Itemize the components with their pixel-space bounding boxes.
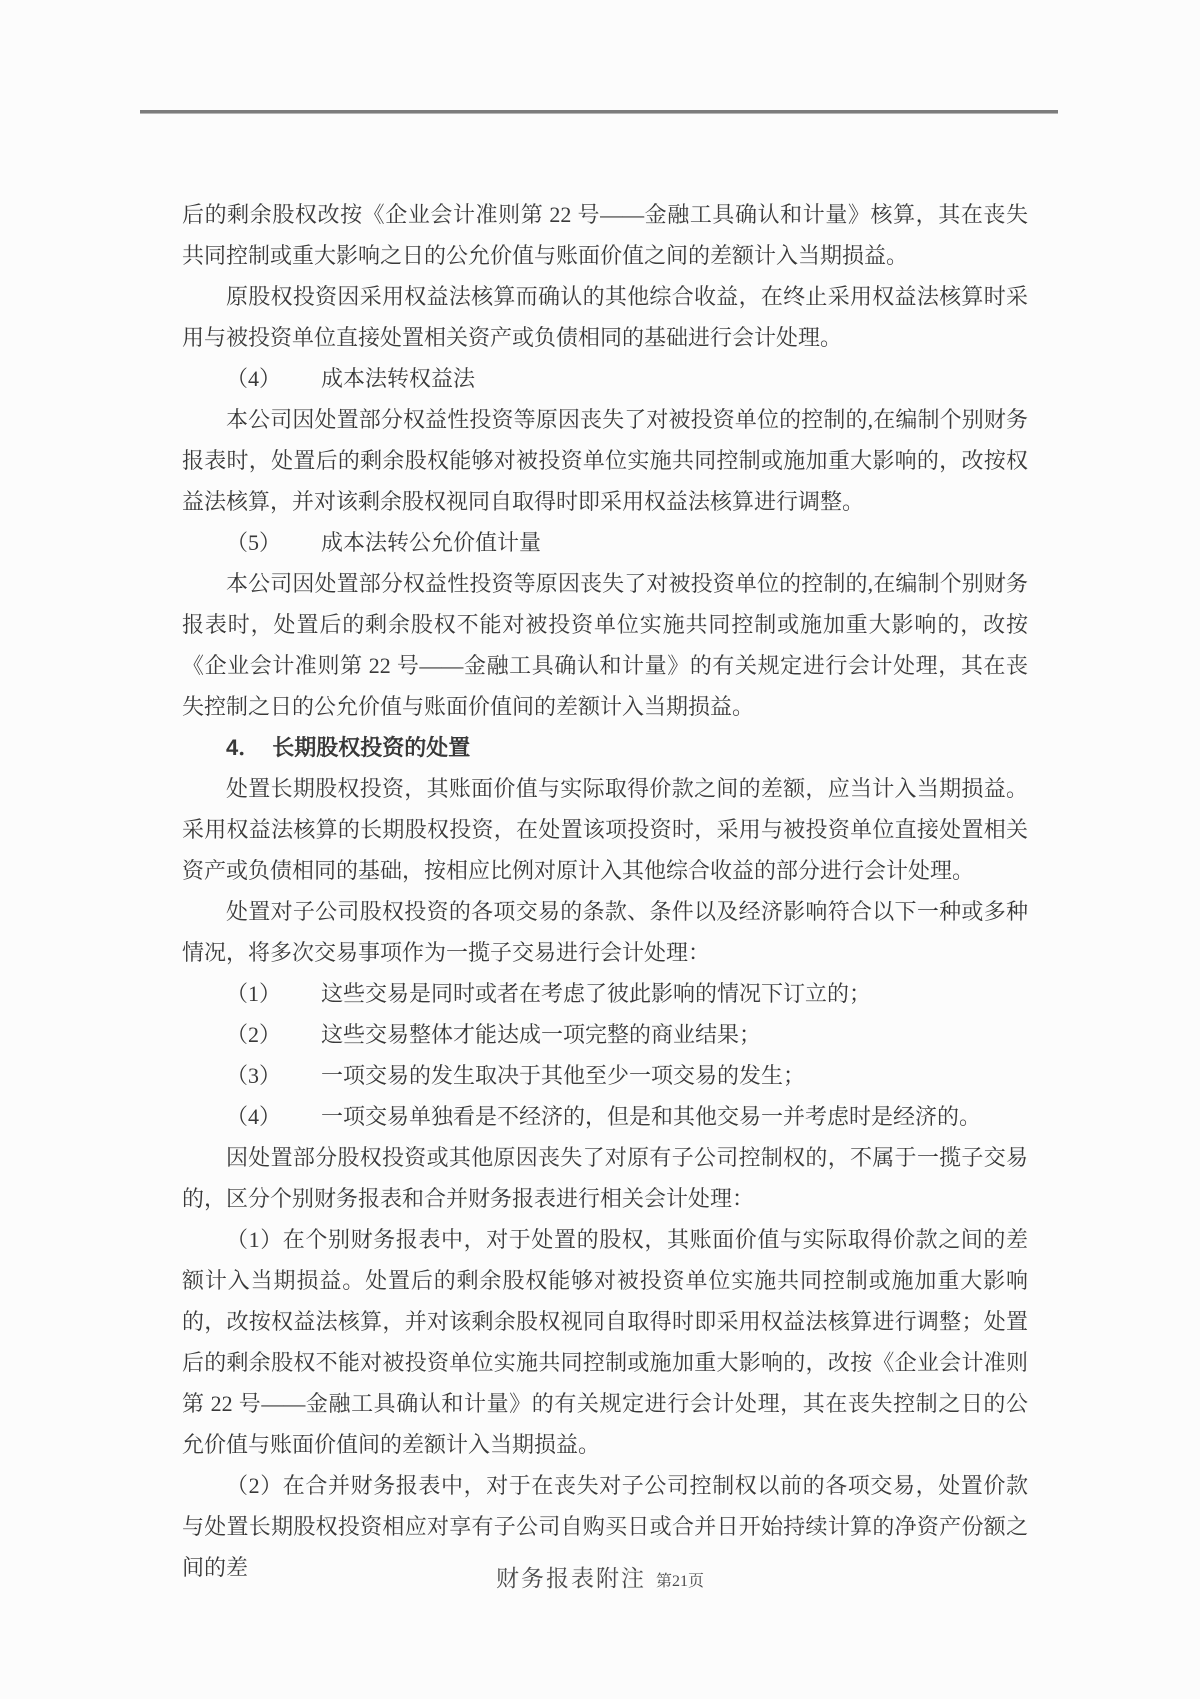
header-rule: [140, 110, 1058, 114]
list-item-text: 一项交易的发生取决于其他至少一项交易的发生；: [321, 1063, 806, 1088]
list-item: [182, 1096, 1028, 1137]
document-body: [182, 194, 1028, 1588]
list-item: [182, 1014, 1028, 1055]
subheading-cost-to-fair-value: [182, 522, 1028, 563]
section-heading-number: 4．: [226, 735, 261, 760]
section-heading-text: 长期股权投资的处置: [272, 735, 471, 760]
paragraph: （2）在合并财务报表中，对于在丧失对子公司控制权以前的各项交易，处置价款与处置长期股权投资相应对享有子公司自购买日或合并日开始持续计算的净资产份额之间的差: [182, 1473, 1028, 1580]
footer-title: 财务报表附注: [495, 1566, 646, 1591]
section-heading-disposal: [182, 727, 1028, 768]
paragraph: 处置对子公司股权投资的各项交易的条款、条件以及经济影响符合以下一种或多种情况，将多次交易事项作为一揽子交易进行会计处理：: [182, 899, 1028, 965]
page-footer: [0, 1560, 1200, 1593]
list-item: [182, 1055, 1028, 1096]
list-item-number: （4）: [226, 1104, 282, 1129]
subheading-cost-to-equity: [182, 358, 1028, 399]
subheading-text: 成本法转公允价值计量: [321, 530, 542, 555]
paragraph: 因处置部分股权投资或其他原因丧失了对原有子公司控制权的，不属于一揽子交易的，区分个别财务报表和合并财务报表进行相关会计处理：: [182, 1145, 1028, 1211]
subheading-number: （5）: [226, 530, 282, 555]
list-item-text: 这些交易整体才能达成一项完整的商业结果；: [321, 1022, 762, 1047]
footer-page-number: 第21页: [655, 1573, 704, 1590]
subheading-text: 成本法转权益法: [321, 366, 476, 391]
list-item-text: 这些交易是同时或者在考虑了彼此影响的情况下订立的；: [321, 981, 872, 1006]
list-item-number: （1）: [226, 981, 282, 1006]
paragraph: 本公司因处置部分权益性投资等原因丧失了对被投资单位的控制的,在编制个别财务报表时，处置后的剩余股权能够对被投资单位实施共同控制或施加重大影响的，改按权益法核算，并对该剩余股权视同自取得时即采用权益法核算进行调整。: [182, 407, 1028, 514]
list-item-text: 一项交易单独看是不经济的，但是和其他交易一并考虑时是经济的。: [321, 1104, 982, 1129]
paragraph-continuation: 后的剩余股权改按《企业会计准则第 22 号——金融工具确认和计量》核算，其在丧失共同控制或重大影响之日的公允价值与账面价值之间的差额计入当期损益。: [182, 202, 1028, 268]
paragraph: 原股权投资因采用权益法核算而确认的其他综合收益，在终止采用权益法核算时采用与被投资单位直接处置相关资产或负债相同的基础进行会计处理。: [182, 284, 1028, 350]
paragraph: 处置长期股权投资，其账面价值与实际取得价款之间的差额，应当计入当期损益。采用权益法核算的长期股权投资，在处置该项投资时，采用与被投资单位直接处置相关资产或负债相同的基础，按相应比例对原计入其他综合收益的部分进行会计处理。: [182, 776, 1028, 883]
subheading-number: （4）: [226, 366, 282, 391]
list-item: [182, 973, 1028, 1014]
paragraph: 本公司因处置部分权益性投资等原因丧失了对被投资单位的控制的,在编制个别财务报表时，处置后的剩余股权不能对被投资单位实施共同控制或施加重大影响的，改按《企业会计准则第 22 号——金融工具确认和计量》的有关规定进行会计处理，其在丧失控制之日的公允价值与账面价值间的差额计入当期损益。: [182, 571, 1028, 719]
list-item-number: （2）: [226, 1022, 282, 1047]
paragraph: （1）在个别财务报表中，对于处置的股权，其账面价值与实际取得价款之间的差额计入当期损益。处置后的剩余股权能够对被投资单位实施共同控制或施加重大影响的，改按权益法核算，并对该剩余股权视同自取得时即采用权益法核算进行调整；处置后的剩余股权不能对被投资单位实施共同控制或施加重大影响的，改按《企业会计准则第 22 号——金融工具确认和计量》的有关规定进行会计处理，其在丧失控制之日的公允价值与账面价值间的差额计入当期损益。: [182, 1227, 1028, 1457]
list-item-number: （3）: [226, 1063, 282, 1088]
